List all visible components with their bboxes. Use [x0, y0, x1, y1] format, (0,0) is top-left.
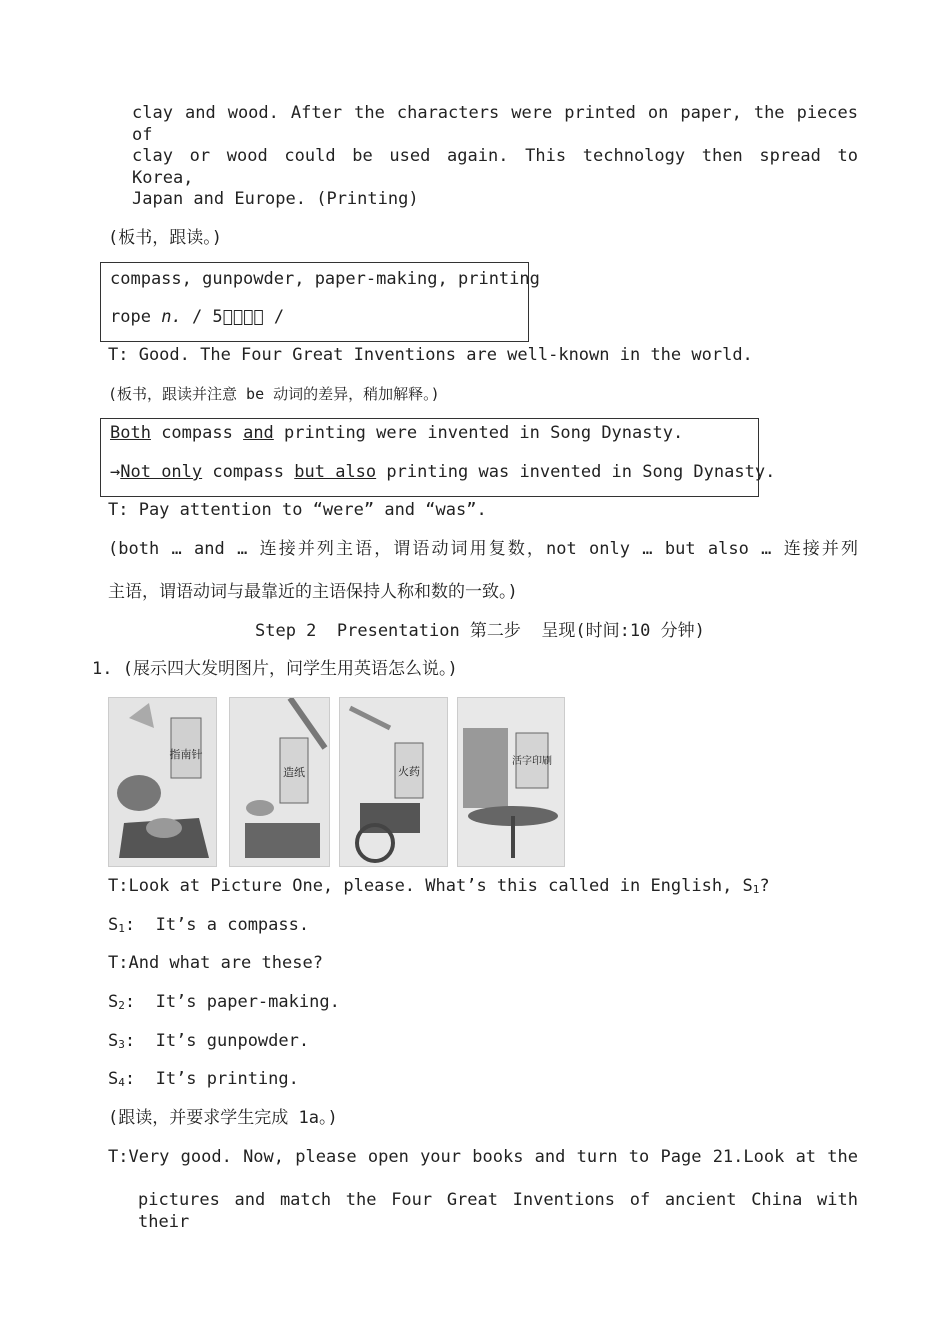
rope-phonetic: / 5     / [191, 307, 285, 327]
paragraph-line: clay or wood could be used again. This technology then spread to Korea, [132, 146, 858, 188]
student-line [108, 1030, 309, 1056]
gunpowder-picture [339, 697, 448, 867]
paragraph-line: clay and wood. After the characters were printed on paper, the pieces of [132, 103, 858, 145]
subscript: 3 [118, 1038, 125, 1051]
grammar-line-2 [110, 461, 775, 483]
grammar-note: (both … and … 连接并列主语，谓语动词用复数，not only … but also … 连接并列 [108, 539, 858, 559]
teacher-line [108, 875, 770, 901]
text-span: compass [150, 423, 244, 443]
not-only-word: Not only [120, 462, 203, 482]
item-one: 1. (展示四大发明图片，问学生用英语怎么说。) [92, 659, 458, 679]
vocabulary-rope [110, 306, 284, 328]
text-span: compass [202, 462, 295, 482]
text-span: S [108, 915, 119, 935]
rope-word: rope [110, 307, 151, 327]
vocabulary-line: compass, gunpowder, paper-making, printing [110, 269, 540, 289]
text-span: : It’s a compass. [124, 915, 310, 935]
picture-label: 指南针 [169, 748, 203, 761]
text-span: printing was invented in Song Dynasty. [376, 462, 776, 482]
compass-picture [108, 697, 217, 867]
teacher-line: T:Very good. Now, please open your books and turn to Page 21.Look at the [108, 1147, 858, 1167]
grammar-line-1 [110, 422, 683, 444]
and-word: and [243, 423, 274, 443]
subscript: 2 [118, 999, 125, 1012]
picture-label: 造纸 [283, 766, 305, 779]
text-span: : It’s gunpowder. [124, 1031, 310, 1051]
arrow-icon: → [110, 462, 121, 482]
instruction-note: (跟读，并要求学生完成 1a。) [108, 1108, 338, 1128]
vocabulary-box [100, 262, 540, 342]
text-span: ? [759, 876, 770, 896]
teacher-line: pictures and match the Four Great Inventions of ancient China with their [138, 1190, 858, 1232]
subscript: 1 [752, 883, 760, 896]
blackboard-note: (板书，跟读。) [108, 228, 222, 248]
teacher-line: T: Pay attention to “were” and “was”. [108, 500, 487, 520]
blackboard-note: (板书，跟读并注意 be 动词的差异，稍加解释。) [108, 385, 440, 403]
paper-making-picture [229, 697, 330, 867]
student-line [108, 1068, 299, 1094]
text-span: : It’s printing. [124, 1069, 299, 1089]
teacher-line: T:And what are these? [108, 953, 323, 973]
picture-label: 活字印刷 [512, 756, 552, 767]
step-heading: Step 2 Presentation 第二步 呈现(时间:10 分钟) [255, 621, 705, 641]
subscript: 4 [118, 1076, 125, 1089]
student-line [108, 914, 309, 940]
text-span: printing were invented in Song Dynasty. [273, 423, 684, 443]
text-span: : It’s paper-making. [124, 992, 340, 1012]
grammar-note: 主语，谓语动词与最靠近的主语保持人称和数的一致。) [108, 582, 518, 602]
text-span: S [108, 992, 119, 1012]
teacher-line: T: Good. The Four Great Inventions are well-known in the world. [108, 345, 753, 365]
paragraph-line: Japan and Europe. (Printing) [132, 189, 419, 209]
both-word: Both [110, 423, 151, 443]
grammar-box [100, 418, 776, 497]
student-line [108, 991, 340, 1017]
rope-part-of-speech: n. [161, 307, 182, 327]
text-span: S [108, 1069, 119, 1089]
picture-label: 火药 [398, 765, 420, 778]
text-span: T:Look at Picture One, please. What’s this called in English, S [108, 876, 753, 896]
but-also-word: but also [294, 462, 377, 482]
text-span: S [108, 1031, 119, 1051]
subscript: 1 [118, 922, 125, 935]
printing-picture [457, 697, 565, 867]
